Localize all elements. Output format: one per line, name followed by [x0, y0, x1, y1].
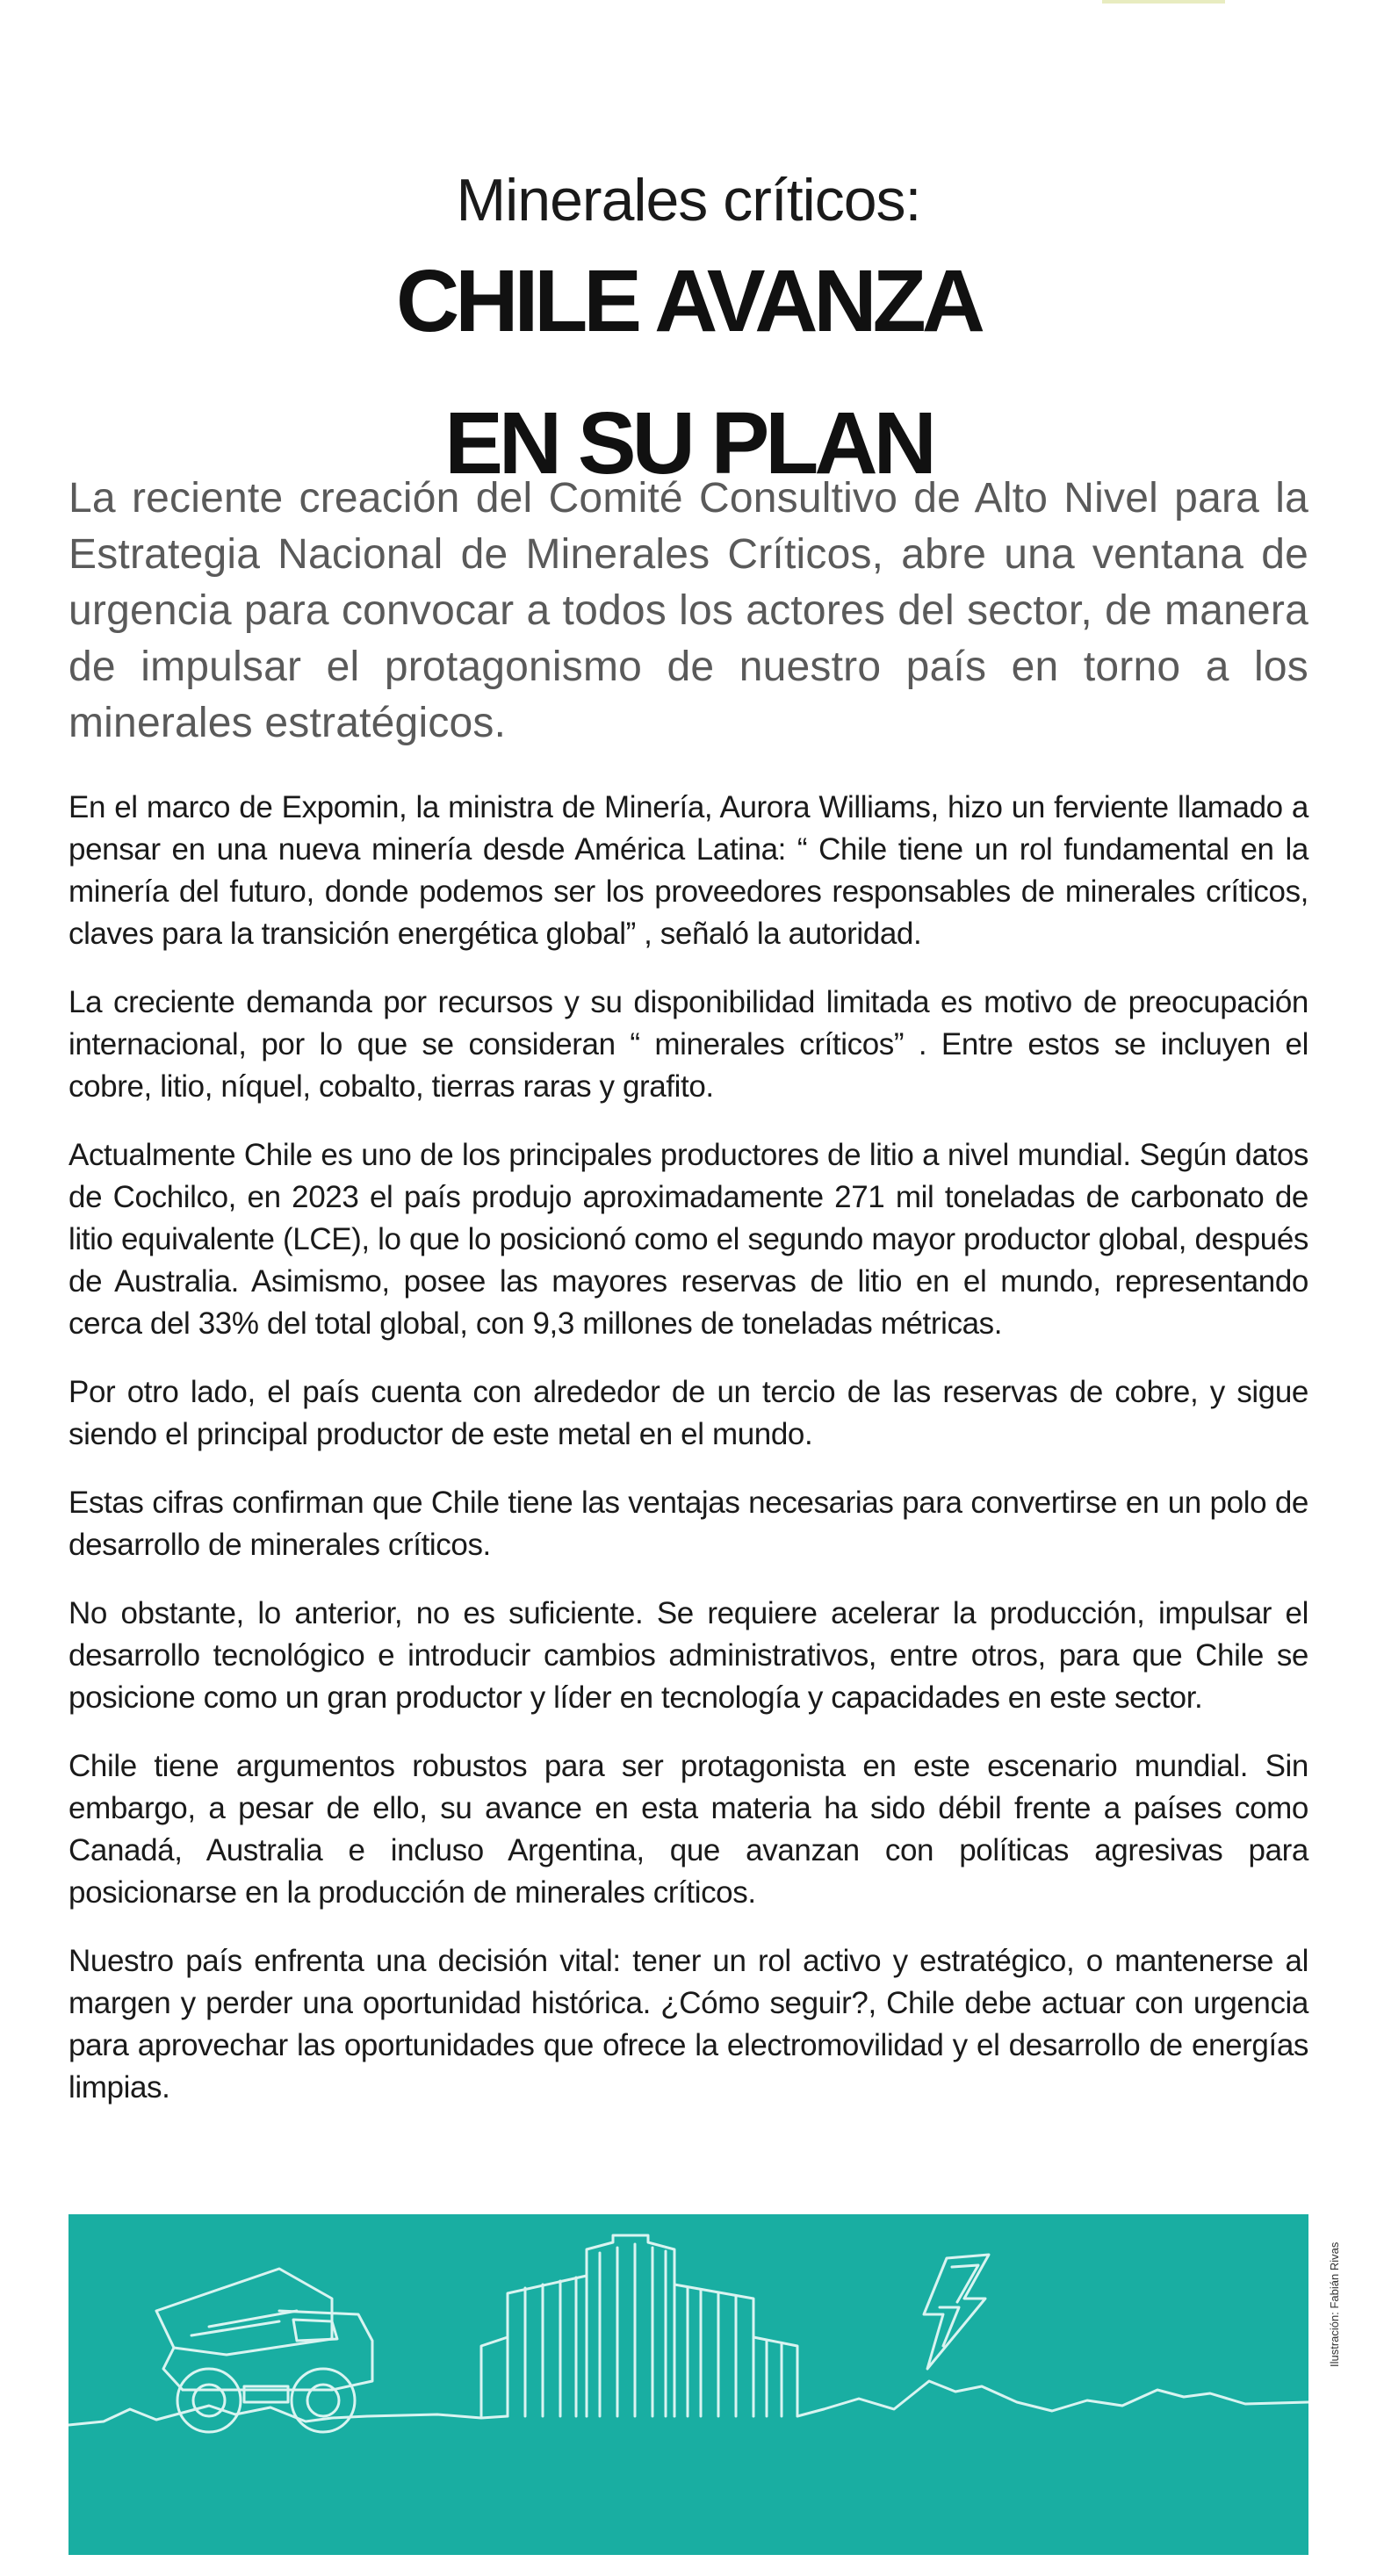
- article-kicker: Minerales críticos:: [456, 167, 921, 234]
- mining-energy-illustration: [68, 2214, 1308, 2555]
- body-paragraph-7: Chile tiene argumentos robustos para ser protagonista en este escenario mundial. Sin embargo, a pesar de ello, su avance en esta materia ha sido débil frente a países como Canadá, Australia e incluso Argentina, que avanzan con políticas agresivas para posicionarse en la producción de minerales críticos.: [68, 1749, 1308, 1910]
- body-paragraph-4: Por otro lado, el país cuenta con alrededor de un tercio de las reservas de cobre, y sigue siendo el principal productor de este metal en el mundo.: [68, 1375, 1308, 1451]
- top-accent-bar: [1102, 0, 1225, 4]
- article-lead: La reciente creación del Comité Consultivo de Alto Nivel para la Estrategia Nacional de Minerales Críticos, abre una ventana de urgencia para convocar a todos los actores del sector, de manera de impulsar el protagonismo de nuestro país en torno a los minerales estratégicos.: [68, 475, 1308, 746]
- mountain-ridge-right: [824, 2381, 1308, 2411]
- body-paragraph-2: La creciente demanda por recursos y su disponibilidad limitada es motivo de preocupación internacional, por lo que se consideran “ minerales críticos” . Entre estos se incluyen el cobre, litio, níquel, cobalto, tierras raras y grafito.: [68, 985, 1308, 1104]
- headline-line-1: CHILE AVANZA: [396, 252, 981, 350]
- city-buildings-icon: [481, 2235, 824, 2416]
- headline-line-2: EN SU PLAN: [444, 394, 933, 493]
- illustration-line-art: [68, 2214, 1308, 2555]
- body-paragraph-3: Actualmente Chile es uno de los principales productores de litio a nivel mundial. Según datos de Cochilco, en 2023 el país produjo aproximadamente 271 mil toneladas de carbonato de litio equivalente (LCE), lo que lo posicionó como el segundo mayor productor global, después de Australia. Asimismo, posee las mayores reservas de litio en el mundo, representando cerca del 33% del total global, con 9,3 millones de toneladas métricas.: [68, 1138, 1308, 1341]
- body-paragraph-6: No obstante, lo anterior, no es suficiente. Se requiere acelerar la producción, impulsar el desarrollo tecnológico e introducir cambios administrativos, entre otros, para que Chile se posicione como un gran productor y líder en tecnología y capacidades en este sector.: [68, 1596, 1308, 1715]
- body-paragraph-1: En el marco de Expomin, la ministra de Minería, Aurora Williams, hizo un ferviente llamado a pensar en una nueva minería desde América Latina: “ Chile tiene un rol fundamental en la minería del futuro, donde podemos ser los proveedores responsables de minerales críticos, claves para la transición energética global” , señaló la autoridad.: [68, 790, 1308, 951]
- body-paragraph-8: Nuestro país enfrenta una decisión vital: tener un rol activo y estratégico, o mantenerse al margen y perder una oportunidad histórica. ¿Cómo seguir?, Chile debe actuar con urgencia para aprovechar las oportunidades que ofrece la electromovilidad y el desarrollo de energías limpias.: [68, 1944, 1308, 2105]
- illustration-credit: [1324, 2195, 1342, 2371]
- illustration-credit-text: Ilustración: Fabián Rivas: [1328, 2241, 1341, 2367]
- body-paragraph-5: Estas cifras confirman que Chile tiene las ventajas necesarias para convertirse en un polo de desarrollo de minerales críticos.: [68, 1486, 1308, 1562]
- article-body: [68, 787, 1308, 2135]
- lightning-bolt-icon: [924, 2255, 989, 2369]
